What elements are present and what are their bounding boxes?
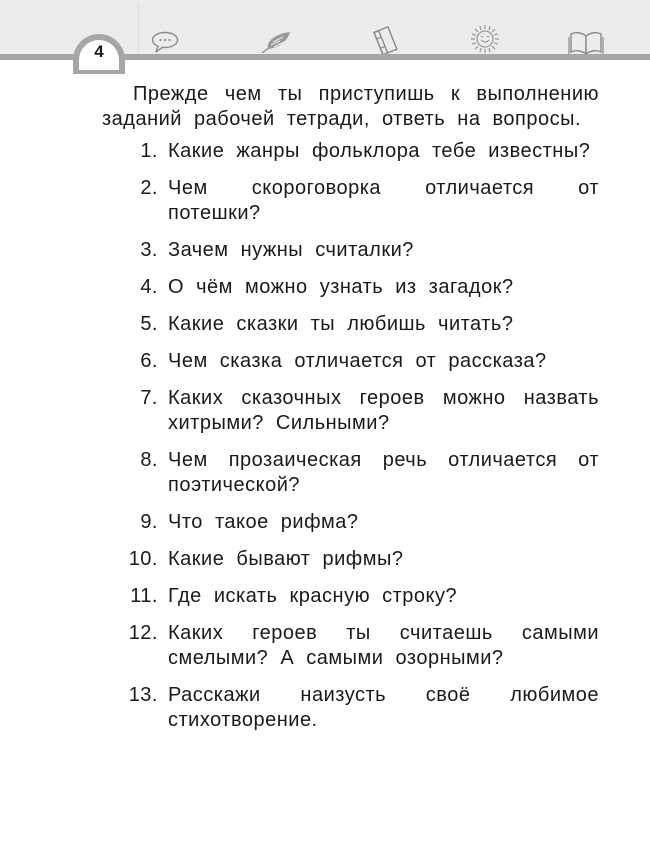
question-number: 8. — [140, 449, 158, 471]
question-text: Что такое рифма? — [168, 511, 359, 533]
question-text: Каких героев ты считаешь самыми смелыми? А самыми озорными? — [168, 622, 599, 669]
page-content — [102, 82, 599, 745]
book-open-icon — [568, 30, 604, 56]
question-number: 7. — [140, 387, 158, 409]
question-text: Чем прозаическая речь отличается от поэтической? — [168, 449, 599, 496]
question-number: 1. — [140, 140, 158, 162]
sun-icon — [470, 24, 500, 54]
question-item — [102, 139, 599, 164]
question-item — [102, 349, 599, 374]
question-number: 5. — [140, 313, 158, 335]
question-text: Чем сказка отличается от рассказа? — [168, 350, 547, 372]
question-item — [102, 386, 599, 436]
question-item — [102, 547, 599, 572]
question-number: 10. — [128, 548, 158, 570]
question-item — [102, 176, 599, 226]
question-item — [102, 238, 599, 263]
question-text: Чем скороговорка отличается от потешки? — [168, 177, 599, 224]
question-item — [102, 510, 599, 535]
intro-paragraph: Прежде чем ты приступишь к выполнению заданий рабочей тетради, ответь на вопросы. — [102, 83, 599, 130]
question-item — [102, 448, 599, 498]
question-item — [102, 584, 599, 609]
question-text: Какие жанры фольклора тебе известны? — [168, 140, 591, 162]
question-item — [102, 683, 599, 733]
question-number: 2. — [140, 177, 158, 199]
question-number: 12. — [128, 622, 158, 644]
question-item — [102, 621, 599, 671]
question-number: 11. — [130, 585, 158, 607]
question-item — [102, 275, 599, 300]
feather-icon — [260, 30, 294, 54]
header-divider — [138, 4, 139, 52]
book-closed-icon — [370, 26, 400, 56]
question-text: Зачем нужны считалки? — [168, 239, 414, 261]
question-list — [102, 139, 599, 733]
question-number: 13. — [128, 684, 158, 706]
speech-bubble-icon — [150, 30, 180, 54]
question-text: Какие бывают рифмы? — [168, 548, 404, 570]
question-text: Расскажи наизусть своё любимое стихотворение. — [168, 684, 599, 731]
question-text: О чём можно узнать из загадок? — [168, 276, 514, 298]
question-number: 4. — [140, 276, 158, 298]
question-text: Каких сказочных героев можно назвать хитрыми? Сильными? — [168, 387, 599, 434]
page-header — [0, 0, 650, 61]
question-text: Какие сказки ты любишь читать? — [168, 313, 514, 335]
page-number: 4 — [94, 42, 104, 61]
question-number: 9. — [140, 511, 158, 533]
question-text: Где искать красную строку? — [168, 585, 458, 607]
question-number: 6. — [140, 350, 158, 372]
question-item — [102, 312, 599, 337]
question-number: 3. — [140, 239, 158, 261]
